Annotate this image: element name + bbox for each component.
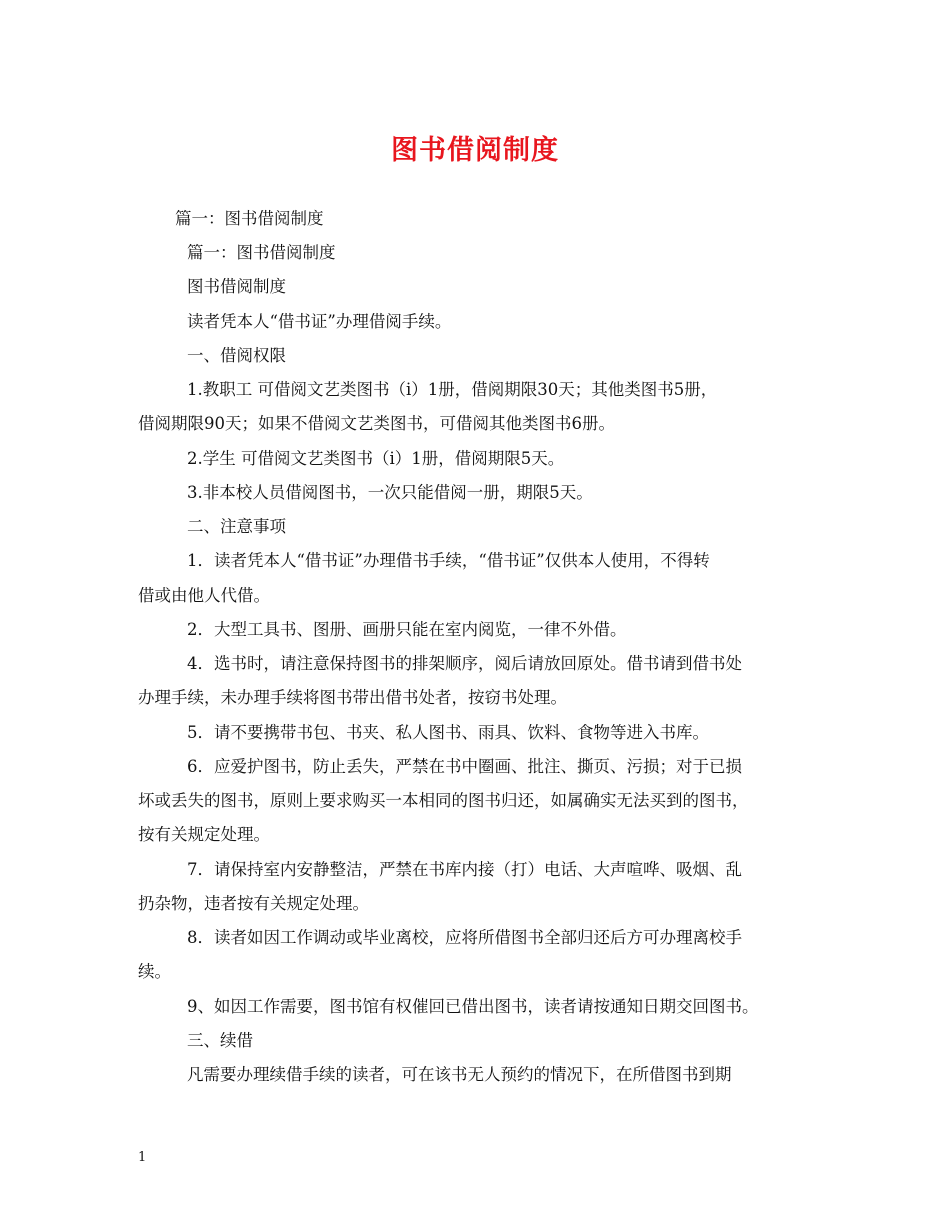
text-line: 图书借阅制度 xyxy=(187,277,286,296)
text-line: 二、注意事项 xyxy=(187,517,286,536)
text-line: 篇一：图书借阅制度 xyxy=(187,243,336,262)
text-line: 8．读者如因工作调动或毕业离校，应将所借图书全部归还后方可办理离校手 xyxy=(187,928,742,947)
text-line: 办理手续，未办理手续将图书带出借书处者，按窃书处理。 xyxy=(138,688,567,707)
text-line: 续。 xyxy=(138,962,171,981)
text-line: 三、续借 xyxy=(187,1031,253,1050)
text-line: 扔杂物，违者按有关规定处理。 xyxy=(138,894,369,913)
text-line: 借或由他人代借。 xyxy=(138,586,270,605)
text-line: 坏或丢失的图书，原则上要求购买一本相同的图书归还，如属确实无法买到的图书， xyxy=(138,791,749,810)
text-line: 6．应爱护图书，防止丢失，严禁在书中圈画、批注、撕页、污损；对于已损 xyxy=(187,757,742,776)
page-number: 1 xyxy=(138,1150,147,1165)
text-line: 凡需要办理续借手续的读者，可在该书无人预约的情况下，在所借图书到期 xyxy=(187,1065,732,1084)
text-line: 读者凭本人“借书证”办理借阅手续。 xyxy=(187,312,452,331)
text-line: 5．请不要携带书包、书夹、私人图书、雨具、饮料、食物等进入书库。 xyxy=(187,723,709,742)
text-line: 7．请保持室内安静整洁，严禁在书库内接（打）电话、大声喧哗、吸烟、乱 xyxy=(187,860,742,879)
text-line: 篇一：图书借阅制度 xyxy=(175,209,324,228)
text-line: 3.非本校人员借阅图书，一次只能借阅一册，期限5天。 xyxy=(187,483,593,502)
text-line: 按有关规定处理。 xyxy=(138,825,270,844)
text-line: 2．大型工具书、图册、画册只能在室内阅览，一律不外借。 xyxy=(187,620,627,639)
text-line: 4．选书时，请注意保持图书的排架顺序，阅后请放回原处。借书请到借书处 xyxy=(187,654,742,673)
text-line: 2.学生 可借阅文艺类图书（i）1册，借阅期限5天。 xyxy=(187,449,565,468)
text-line: 1.教职工 可借阅文艺类图书（i）1册，借阅期限30天；其他类图书5册， xyxy=(187,380,718,399)
document-title: 图书借阅制度 xyxy=(391,135,559,166)
text-line: 借阅期限90天；如果不借阅文艺类图书，可借阅其他类图书6册。 xyxy=(138,414,615,433)
text-line: 9、如因工作需要，图书馆有权催回已借出图书，读者请按通知日期交回图书。 xyxy=(187,997,759,1016)
text-line: 一、借阅权限 xyxy=(187,346,286,365)
text-line: 1．读者凭本人“借书证”办理借书手续，“借书证”仅供本人使用，不得转 xyxy=(187,551,710,570)
